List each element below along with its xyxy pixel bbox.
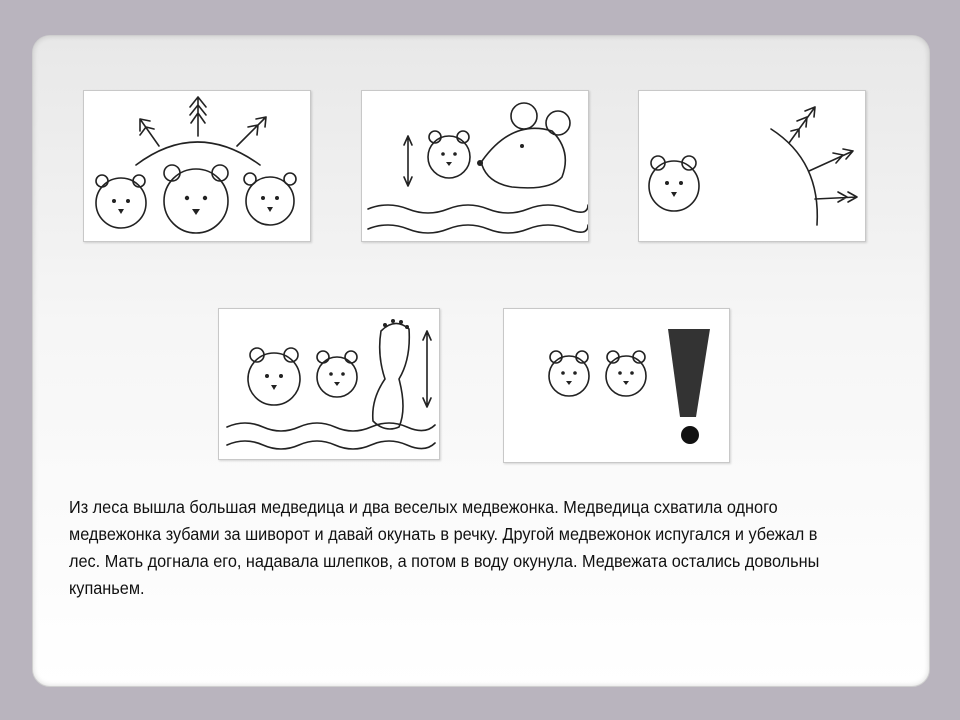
- picture-cub-runs-to-forest: [638, 90, 866, 242]
- picture-mother-catches-cub: [218, 308, 440, 460]
- picture-bears-from-forest: [83, 90, 311, 242]
- story-text: Из леса вышла большая медведица и два веселых медвежонка. Медведица схватила одного медвежонка зубами за шиворот и давай окунать в речку. Другой медвежонок испугался и убежал в лес. Мать догнала его, надавала шлепков, а потом в воду окунула. Медвежата остались довольны купаньем.: [69, 497, 820, 598]
- picture-cub-dipped-in-river: [361, 90, 589, 242]
- picture-cubs-happy: [503, 308, 730, 463]
